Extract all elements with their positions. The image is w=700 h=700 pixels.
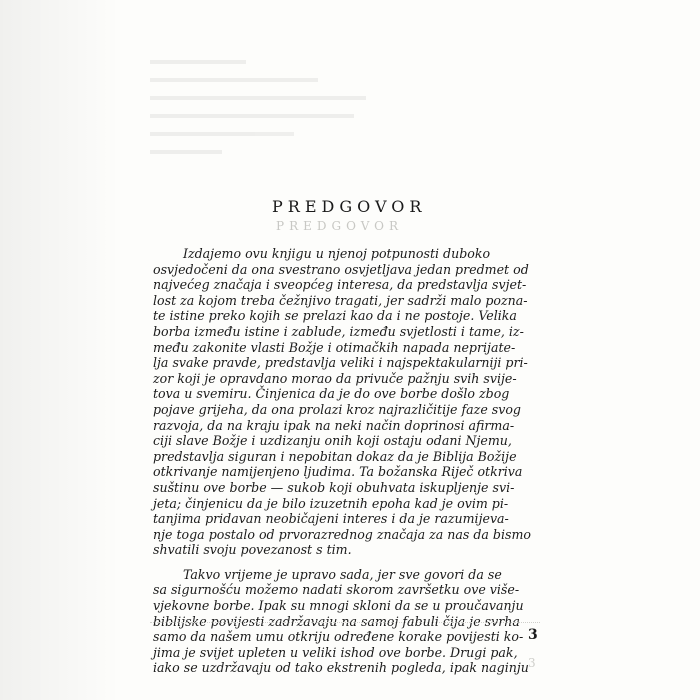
text-line: te istine preko kojih se prelazi kao da i ne postoje. Velika [153, 308, 517, 324]
paragraph-1 [153, 246, 540, 558]
text-line: vjekovne borbe. Ipak su mnogi skloni da se u proučavanju [153, 598, 524, 614]
text-line: zor koji je opravdano morao da privuče pažnju svih svije- [153, 370, 517, 386]
text-line: suštinu ove borbe — sukob koji obuhvata iskupljenje svi- [153, 479, 515, 495]
text-line: borba između istine i zablude, između svjetlosti i tame, iz- [153, 323, 524, 339]
text-line: pojave grijeha, da ona prolazi kroz najrazličitije faze svog [153, 401, 521, 417]
text-line: biblijske povijesti zadržavaju na samoj fabuli čija je svrha [153, 613, 520, 629]
bleed-through-text [150, 60, 390, 190]
page-edge-shadow [0, 0, 120, 700]
chapter-heading: PREDGOVOR [272, 197, 427, 216]
text-line: nje toga postalo od prvorazrednog značaja za nas da bismo [153, 526, 531, 542]
preface-body [153, 246, 540, 676]
text-line: lost za kojom treba čežnjivo tragati, jer sadrži malo pozna- [153, 292, 528, 308]
text-line: razvoja, da na kraju ipak na neki način doprinosi afirma- [153, 417, 515, 433]
text-line: jima je svijet upleten u veliki ishod ove borbe. Drugi pak, [153, 644, 518, 660]
page-number: 3 [528, 627, 538, 643]
text-line: predstavlja siguran i nepobitan dokaz da je Biblija Božije [153, 448, 517, 464]
text-line: jeta; činjenicu da je bilo izuzetnih epoha kad je ovim pi- [153, 495, 509, 511]
paragraph-gap [153, 558, 540, 567]
text-line: među zakonite vlasti Božje i otimačkih napada neprijate- [153, 339, 516, 355]
page-number-show-through: 3 [528, 656, 536, 670]
text-line: ciji slave Božje i uzdizanju onih koji ostaju odani Njemu, [153, 433, 512, 449]
text-line: lja svake pravde, predstavlja veliki i najspektakularniji pri- [153, 355, 528, 371]
text-line: tanjima pridavan neobičajeni interes i da je razumijeva- [153, 511, 509, 527]
heading-show-through: PREDGOVOR [276, 219, 404, 233]
text-line: sa sigurnošću možemo nadati skorom završetku ove više- [153, 582, 520, 598]
text-line: samo da našem umu otkriju određene korake povijesti ko- [153, 629, 524, 645]
text-line: iako se uzdržavaju od tako ekstrenih pogleda, ipak naginju [153, 660, 529, 676]
text-line: najvećeg značaja i sveopćeg interesa, da predstavlja svjet- [153, 277, 527, 293]
text-line: Izdajemo ovu knjigu u njenoj potpunosti duboko [183, 246, 491, 261]
text-line: shvatili svoju povezanost s tim. [153, 542, 352, 558]
text-line: osvjedočeni da ona svestrano osvjetljava jedan predmet od [153, 261, 529, 277]
cut-off-line [150, 622, 540, 623]
text-line: Takvo vrijeme je upravo sada, jer sve govori da se [183, 566, 502, 582]
text-line: otkrivanje namijenjeno ljudima. Ta božanska Riječ otkriva [153, 464, 523, 480]
text-line: tova u svemiru. Činjenica da je do ove borbe došlo zbog [153, 386, 510, 402]
